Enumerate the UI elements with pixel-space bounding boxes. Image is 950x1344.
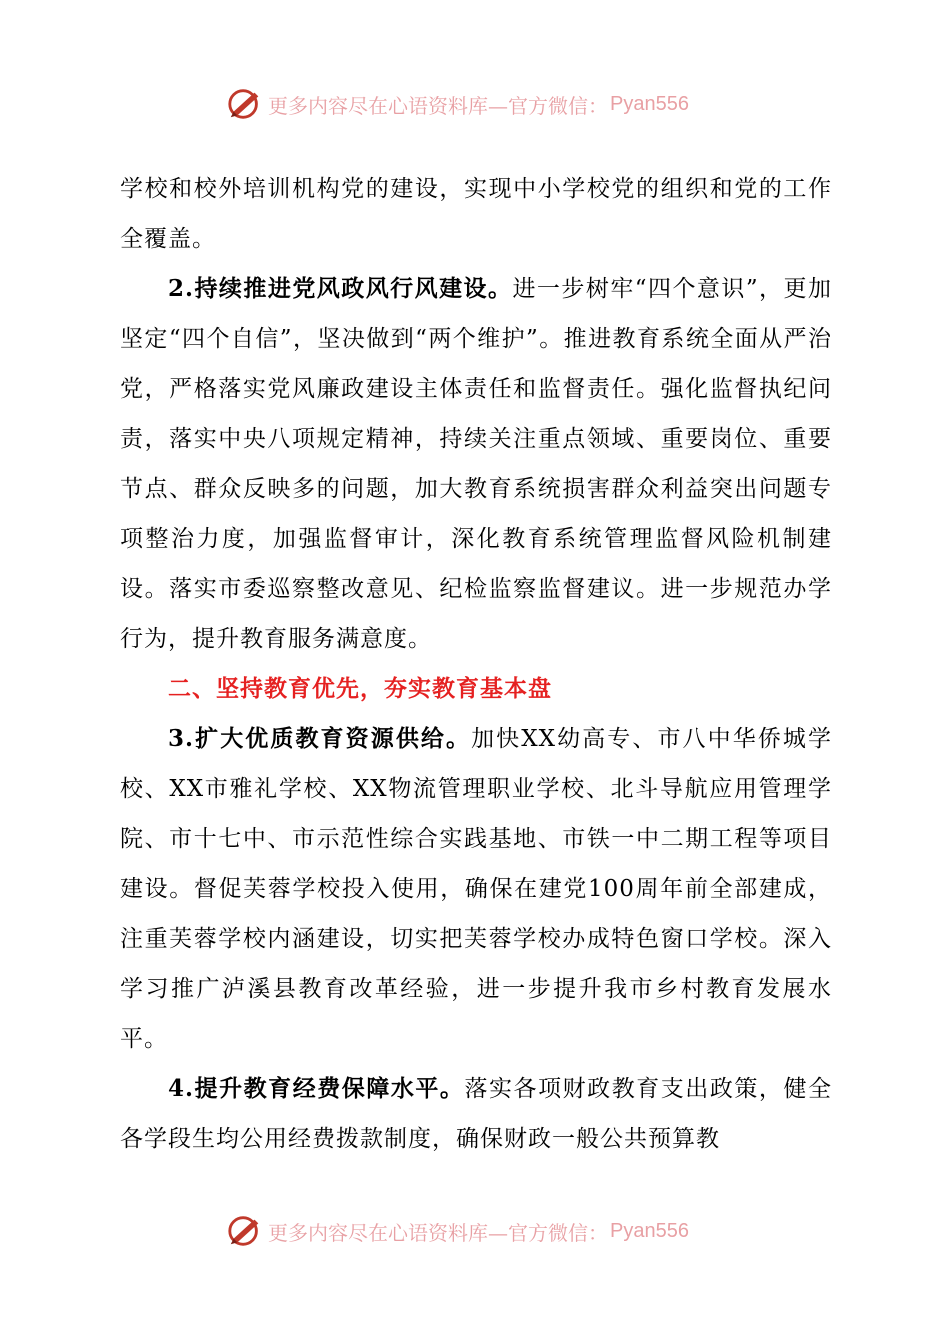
paragraph-3 — [120, 714, 832, 1064]
paragraph-2 — [120, 264, 832, 664]
paragraph-lead: 4.提升教育经费保障水平。 — [168, 1075, 465, 1102]
paragraph-text: 进一步树牢“四个意识”，更加坚定“四个自信”，坚决做到“两个维护”。推进教育系统全面从严治党，严格落实党风廉政建设主体责任和监督责任。强化监督执纪问责，落实中央八项规定精神，持续关注重点领域、重要岗位、重要节点、群众反映多的问题，加大教育系统损害群众利益突出问题专项整治力度，加强监督审计，深化教育系统管理监督风险机制建设。落实市委巡察整改意见、纪检监察监督建议。进一步规范办学行为，提升教育服务满意度。 — [120, 276, 832, 652]
banner-text: 更多内容尽在心语资料库—官方微信： — [268, 1220, 608, 1245]
paragraph-text: 加快XX幼高专、市八中华侨城学校、XX市雅礼学校、XX物流管理职业学校、北斗导航应用管理学院、市十七中、市示范性综合实践基地、市铁一中二期工程等项目建设。督促芙蓉学校投入使用，确保在建党100周年前全部建成，注重芙蓉学校内涵建设，切实把芙蓉学校办成特色窗口学校。深入学习推广泸溪县教育改革经验，进一步提升我市乡村教育发展水平。 — [120, 726, 833, 1052]
document-body — [120, 164, 832, 1164]
pen-circle-logo-icon — [226, 1212, 264, 1250]
section-heading: 二、坚持教育优先，夯实教育基本盘 — [168, 675, 552, 702]
paragraph-text: 落实各项财政教育支出政策，健全各学段生均公用经费拨款制度，确保财政一般公共预算教 — [120, 1076, 832, 1152]
header-banner — [226, 84, 689, 124]
footer-banner — [226, 1211, 689, 1251]
paragraph-4 — [120, 1064, 832, 1164]
paragraph-continuation — [120, 164, 832, 264]
banner-wechat-id: Pyan556 — [610, 92, 689, 115]
banner-wechat-id: Pyan556 — [610, 1219, 689, 1242]
paragraph-lead: 2.持续推进党风政风行风建设。 — [168, 275, 513, 302]
paragraph-text: 学校和校外培训机构党的建设，实现中小学校党的组织和党的工作全覆盖。 — [120, 176, 832, 252]
banner-text: 更多内容尽在心语资料库—官方微信： — [268, 93, 608, 118]
paragraph-lead: 3.扩大优质教育资源供给。 — [168, 725, 472, 752]
pen-circle-logo-icon — [226, 85, 264, 123]
